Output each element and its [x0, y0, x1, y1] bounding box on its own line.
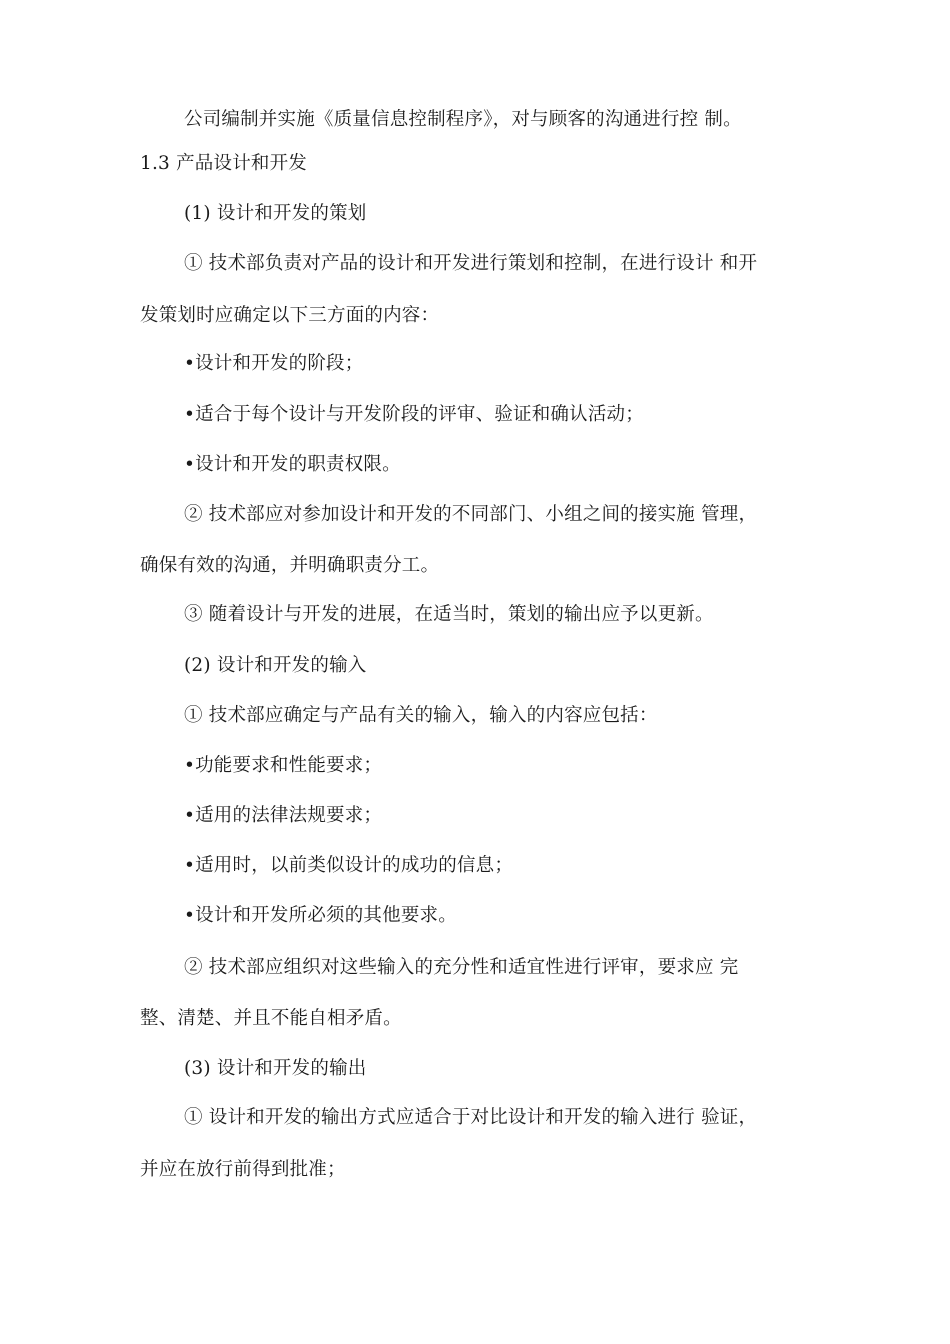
subsection-heading: (2) 设计和开发的输入 — [184, 655, 367, 676]
subsection-heading: (3) 设计和开发的输出 — [184, 1058, 367, 1079]
paragraph-line: ① 技术部应确定与产品有关的输入，输入的内容应包括： — [184, 705, 658, 726]
list-item: •功能要求和性能要求； — [184, 755, 383, 776]
subsection-heading: (1) 设计和开发的策划 — [184, 203, 367, 224]
paragraph-line: 公司编制并实施《质量信息控制程序》，对与顾客的沟通进行控 制。 — [184, 109, 742, 130]
paragraph-line: ② 技术部应对参加设计和开发的不同部门、小组之间的接实施 管理， — [184, 504, 758, 525]
list-item: •适合于每个设计与开发阶段的评审、验证和确认活动； — [184, 404, 644, 425]
list-item: •适用的法律法规要求； — [184, 805, 383, 826]
section-heading: 1.3 产品设计和开发 — [140, 153, 308, 174]
list-item: •设计和开发所必须的其他要求。 — [184, 905, 457, 926]
list-item: •适用时，以前类似设计的成功的信息； — [184, 855, 514, 876]
paragraph-line: ① 技术部负责对产品的设计和开发进行策划和控制，在进行设计 和开 — [184, 253, 758, 274]
paragraph-line: ③ 随着设计与开发的进展，在适当时，策划的输出应予以更新。 — [184, 604, 714, 625]
paragraph-line: 确保有效的沟通，并明确职责分工。 — [140, 555, 440, 576]
paragraph-line: 整、清楚、并且不能自相矛盾。 — [140, 1008, 402, 1029]
paragraph-line: ② 技术部应组织对这些输入的充分性和适宜性进行评审，要求应 完 — [184, 957, 739, 978]
list-item: •设计和开发的阶段； — [184, 353, 364, 374]
paragraph-line: 发策划时应确定以下三方面的内容： — [140, 305, 440, 326]
paragraph-line: 并应在放行前得到批准； — [140, 1159, 346, 1180]
list-item: •设计和开发的职责权限。 — [184, 454, 401, 475]
paragraph-line: ① 设计和开发的输出方式应适合于对比设计和开发的输入进行 验证， — [184, 1107, 758, 1128]
